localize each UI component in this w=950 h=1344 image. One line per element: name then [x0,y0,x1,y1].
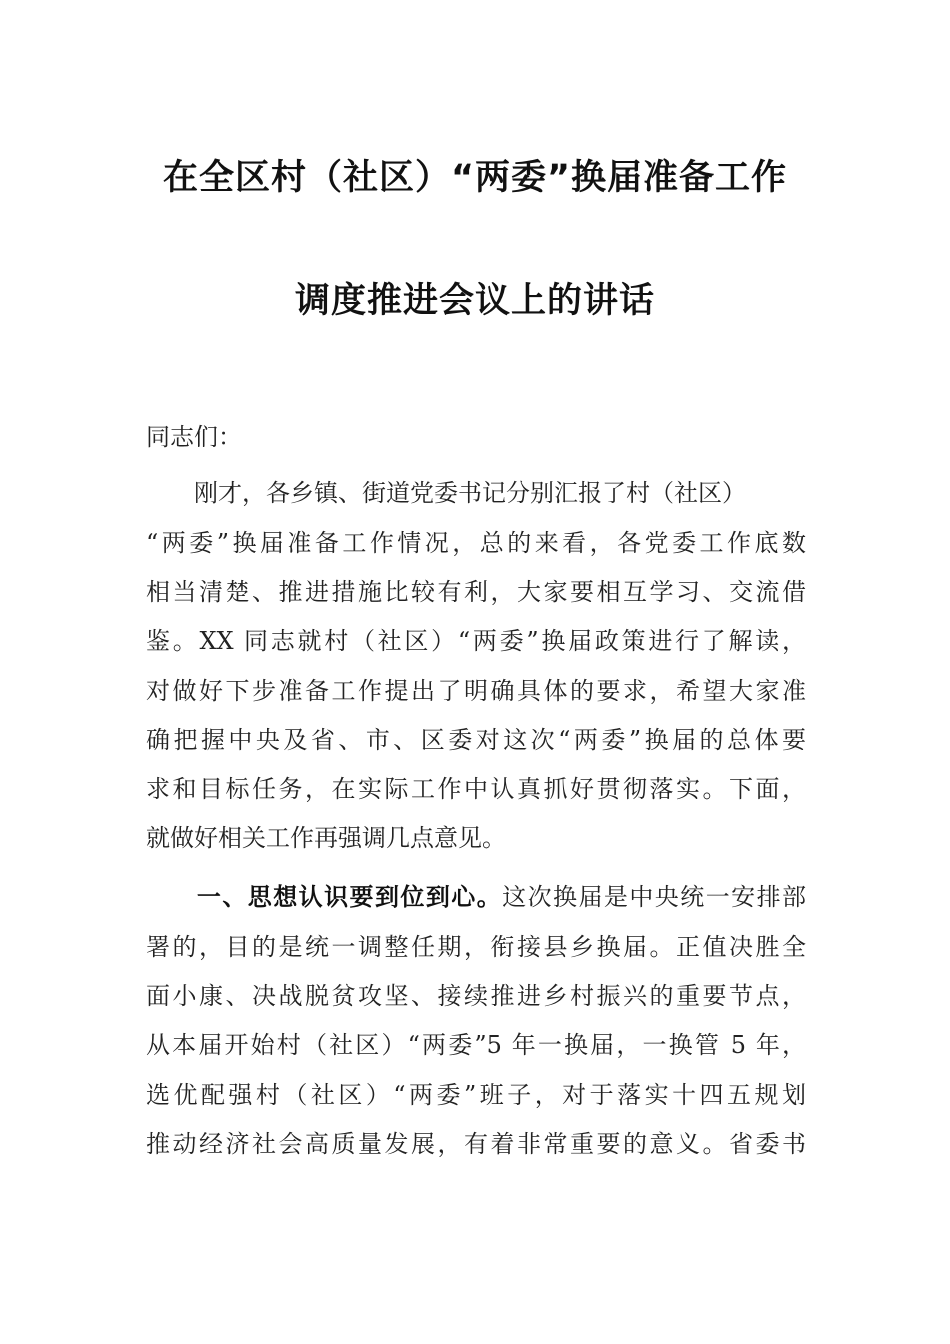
paragraph-1-line: 对做好下步准备工作提出了明确具体的要求，希望大家准 [146,677,806,705]
section-1-first-line [146,877,806,917]
section-1-line: 选优配强村（社区）“两委”班子，对于落实十四五规划 [146,1081,806,1109]
paragraph-1-line: 就做好相关工作再强调几点意见。 [146,824,506,852]
section-1-line: 从本届开始村（社区）“两委”5 年一换届，一换管 5 年， [146,1031,806,1059]
salutation: 同志们： [146,423,242,451]
section-1-line: 推动经济社会高质量发展，有着非常重要的意义。省委书 [146,1130,806,1158]
document-title-line-1: 在全区村（社区）“两委”换届准备工作 [162,158,787,198]
paragraph-1-line: 刚才，各乡镇、街道党委书记分别汇报了村（社区） [146,479,746,507]
paragraph-1-line: “两委”换届准备工作情况，总的来看，各党委工作底数 [146,529,806,557]
paragraph-1-line: 鉴。XX 同志就村（社区）“两委”换届政策进行了解读， [146,627,806,655]
section-1-heading: 一、思想认识要到位到心。 [146,883,503,911]
paragraph-1-line: 求和目标任务，在实际工作中认真抓好贯彻落实。下面， [146,775,806,803]
section-1-first-line-text: 这次换届是中央统一安排部 [502,883,807,911]
paragraph-1-line: 相当清楚、推进措施比较有利，大家要相互学习、交流借 [146,578,806,606]
section-1-line: 面小康、决战脱贫攻坚、接续推进乡村振兴的重要节点， [146,982,806,1010]
document-title-line-2: 调度推进会议上的讲话 [294,281,655,321]
section-1-line: 署的，目的是统一调整任期，衔接县乡换届。正值决胜全 [146,933,806,961]
paragraph-1-line: 确把握中央及省、市、区委对这次“两委”换届的总体要 [146,726,806,754]
